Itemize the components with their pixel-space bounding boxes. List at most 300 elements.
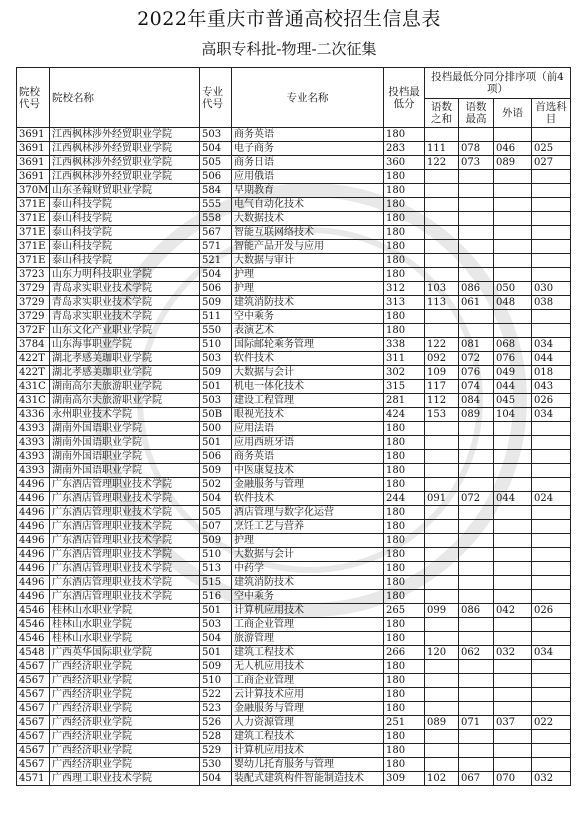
- cell-school-code: 4567: [17, 716, 50, 730]
- table-row: [17, 142, 571, 156]
- cell-school-code: 4496: [17, 478, 50, 492]
- admission-table: [16, 67, 571, 786]
- cell-major-code: 504: [200, 268, 232, 282]
- cell-chinese-math: [425, 632, 459, 646]
- cell-foreign-lang: [494, 562, 532, 576]
- cell-chinese-math: 117: [425, 380, 459, 394]
- cell-school-name: 泰山科技学院: [50, 254, 200, 268]
- cell-min-score: 302: [384, 366, 425, 380]
- cell-major-name: 商务英语: [232, 450, 384, 464]
- cell-min-score: 180: [384, 310, 425, 324]
- cell-major-name: 中医康复技术: [232, 464, 384, 478]
- cell-chinese-math: [425, 590, 459, 604]
- cell-foreign-lang: [494, 632, 532, 646]
- cell-foreign-lang: [494, 310, 532, 324]
- cell-major-name: 计算机应用技术: [232, 604, 384, 618]
- cell-first-subject: [532, 702, 571, 716]
- cell-major-name: 建筑工程技术: [232, 646, 384, 660]
- cell-chinese-math: [425, 212, 459, 226]
- cell-major-code: 516: [200, 590, 232, 604]
- cell-major-name: 护理: [232, 282, 384, 296]
- cell-foreign-lang: [494, 198, 532, 212]
- cell-school-name: 广东酒店管理职业技术学院: [50, 520, 200, 534]
- cell-chinese-math: [425, 688, 459, 702]
- cell-chinese-math-max: [459, 506, 494, 520]
- cell-major-name: 建筑消防技术: [232, 576, 384, 590]
- table-row: [17, 576, 571, 590]
- cell-min-score: 180: [384, 170, 425, 184]
- cell-school-code: 4567: [17, 688, 50, 702]
- cell-min-score: 180: [384, 422, 425, 436]
- table-row: [17, 212, 571, 226]
- cell-chinese-math-max: 071: [459, 716, 494, 730]
- cell-first-subject: 044: [532, 352, 571, 366]
- cell-chinese-math-max: [459, 184, 494, 198]
- cell-first-subject: 038: [532, 296, 571, 310]
- cell-chinese-math: 091: [425, 492, 459, 506]
- cell-min-score: 180: [384, 632, 425, 646]
- cell-major-name: 金融服务与管理: [232, 478, 384, 492]
- cell-first-subject: [532, 212, 571, 226]
- cell-school-code: 371E: [17, 240, 50, 254]
- cell-school-name: 广东酒店管理职业技术学院: [50, 492, 200, 506]
- cell-school-name: 广西理工职业技术学院: [50, 772, 200, 786]
- cell-min-score: 266: [384, 646, 425, 660]
- cell-chinese-math-max: [459, 128, 494, 142]
- cell-first-subject: 034: [532, 646, 571, 660]
- cell-min-score: 360: [384, 156, 425, 170]
- cell-school-name: 广西经济职业学院: [50, 758, 200, 772]
- cell-school-code: 4567: [17, 758, 50, 772]
- cell-chinese-math: [425, 758, 459, 772]
- cell-first-subject: 025: [532, 142, 571, 156]
- cell-chinese-math: [425, 744, 459, 758]
- cell-chinese-math-max: [459, 674, 494, 688]
- cell-chinese-math-max: 081: [459, 338, 494, 352]
- cell-foreign-lang: 044: [494, 380, 532, 394]
- cell-major-code: 513: [200, 562, 232, 576]
- cell-chinese-math-max: [459, 464, 494, 478]
- cell-first-subject: 030: [532, 282, 571, 296]
- cell-foreign-lang: [494, 254, 532, 268]
- cell-chinese-math-max: [459, 170, 494, 184]
- table-row: [17, 324, 571, 338]
- cell-first-subject: 024: [532, 492, 571, 506]
- cell-major-name: 婴幼儿托育服务与管理: [232, 758, 384, 772]
- cell-first-subject: [532, 464, 571, 478]
- cell-foreign-lang: [494, 240, 532, 254]
- table-row: [17, 254, 571, 268]
- cell-min-score: 265: [384, 604, 425, 618]
- cell-chinese-math: [425, 618, 459, 632]
- cell-major-code: 509: [200, 366, 232, 380]
- cell-school-name: 泰山科技学院: [50, 226, 200, 240]
- table-row: [17, 772, 571, 786]
- cell-major-name: 智能产品开发与应用: [232, 240, 384, 254]
- cell-school-code: 4393: [17, 450, 50, 464]
- cell-foreign-lang: [494, 324, 532, 338]
- cell-school-code: 3729: [17, 296, 50, 310]
- cell-min-score: 180: [384, 744, 425, 758]
- cell-major-code: 503: [200, 128, 232, 142]
- cell-chinese-math: 112: [425, 394, 459, 408]
- table-row: [17, 310, 571, 324]
- cell-chinese-math-max: 086: [459, 604, 494, 618]
- cell-major-code: 515: [200, 576, 232, 590]
- cell-chinese-math-max: [459, 730, 494, 744]
- cell-foreign-lang: [494, 590, 532, 604]
- table-row: [17, 394, 571, 408]
- cell-foreign-lang: [494, 688, 532, 702]
- cell-foreign-lang: [494, 702, 532, 716]
- cell-major-code: 503: [200, 394, 232, 408]
- table-row: [17, 506, 571, 520]
- cell-foreign-lang: [494, 464, 532, 478]
- cell-min-score: 180: [384, 464, 425, 478]
- cell-major-name: 应用法语: [232, 422, 384, 436]
- cell-major-name: 护理: [232, 268, 384, 282]
- cell-min-score: 180: [384, 758, 425, 772]
- cell-school-code: 4393: [17, 436, 50, 450]
- table-row: [17, 450, 571, 464]
- cell-chinese-math-max: [459, 618, 494, 632]
- cell-first-subject: 027: [532, 156, 571, 170]
- cell-first-subject: 026: [532, 604, 571, 618]
- cell-foreign-lang: 042: [494, 604, 532, 618]
- cell-foreign-lang: 037: [494, 716, 532, 730]
- cell-major-name: 表演艺术: [232, 324, 384, 338]
- cell-min-score: 311: [384, 352, 425, 366]
- table-row: [17, 226, 571, 240]
- cell-foreign-lang: 049: [494, 366, 532, 380]
- cell-school-code: 3691: [17, 128, 50, 142]
- cell-chinese-math: 122: [425, 156, 459, 170]
- cell-major-code: 501: [200, 604, 232, 618]
- cell-school-name: 湖南外国语职业学院: [50, 450, 200, 464]
- cell-chinese-math-max: [459, 562, 494, 576]
- header-major-code: 专业代号: [200, 68, 232, 128]
- cell-school-code: 4393: [17, 422, 50, 436]
- cell-school-name: 青岛求实职业技术学院: [50, 310, 200, 324]
- cell-school-code: 370M: [17, 184, 50, 198]
- cell-major-name: 工商企业管理: [232, 674, 384, 688]
- cell-chinese-math-max: [459, 702, 494, 716]
- cell-major-name: 软件技术: [232, 492, 384, 506]
- table-row: [17, 590, 571, 604]
- table-row: [17, 282, 571, 296]
- cell-school-code: 4567: [17, 660, 50, 674]
- cell-foreign-lang: 044: [494, 492, 532, 506]
- cell-major-code: 510: [200, 674, 232, 688]
- cell-major-name: 电子商务: [232, 142, 384, 156]
- table-row: [17, 618, 571, 632]
- cell-first-subject: [532, 436, 571, 450]
- cell-school-code: 4393: [17, 464, 50, 478]
- cell-school-name: 广西经济职业学院: [50, 674, 200, 688]
- cell-school-code: 4548: [17, 646, 50, 660]
- cell-chinese-math-max: [459, 632, 494, 646]
- table-row: [17, 478, 571, 492]
- cell-major-name: 商务日语: [232, 156, 384, 170]
- cell-school-name: 广东酒店管理职业技术学院: [50, 576, 200, 590]
- cell-min-score: 180: [384, 618, 425, 632]
- cell-foreign-lang: [494, 436, 532, 450]
- cell-first-subject: [532, 128, 571, 142]
- cell-chinese-math-max: 073: [459, 156, 494, 170]
- cell-first-subject: [532, 310, 571, 324]
- cell-school-code: 3784: [17, 338, 50, 352]
- table-row: [17, 632, 571, 646]
- cell-chinese-math: 113: [425, 296, 459, 310]
- cell-chinese-math: 102: [425, 772, 459, 786]
- cell-chinese-math: [425, 478, 459, 492]
- table-row: [17, 548, 571, 562]
- cell-min-score: 180: [384, 660, 425, 674]
- cell-major-code: 521: [200, 254, 232, 268]
- cell-school-code: 3691: [17, 142, 50, 156]
- cell-school-name: 山东圣翰财贸职业学院: [50, 184, 200, 198]
- cell-chinese-math: [425, 254, 459, 268]
- cell-first-subject: [532, 268, 571, 282]
- cell-chinese-math-max: 074: [459, 380, 494, 394]
- cell-major-code: 501: [200, 646, 232, 660]
- cell-major-code: 502: [200, 478, 232, 492]
- cell-major-code: 509: [200, 464, 232, 478]
- cell-min-score: 180: [384, 534, 425, 548]
- cell-school-code: 4496: [17, 590, 50, 604]
- cell-major-code: 503: [200, 618, 232, 632]
- cell-major-name: 装配式建筑构件智能制造技术: [232, 772, 384, 786]
- cell-major-code: 510: [200, 338, 232, 352]
- cell-school-name: 山东海事职业学院: [50, 338, 200, 352]
- cell-min-score: 338: [384, 338, 425, 352]
- cell-min-score: 180: [384, 688, 425, 702]
- table-row: [17, 646, 571, 660]
- cell-school-name: 广西经济职业学院: [50, 716, 200, 730]
- cell-school-name: 桂林山水职业学院: [50, 632, 200, 646]
- cell-min-score: 180: [384, 436, 425, 450]
- table-row: [17, 128, 571, 142]
- cell-chinese-math-max: [459, 744, 494, 758]
- cell-first-subject: 034: [532, 338, 571, 352]
- cell-min-score: 180: [384, 226, 425, 240]
- header-chinese-math-max: 语数最高: [459, 99, 494, 128]
- cell-major-name: 电气自动化技术: [232, 198, 384, 212]
- cell-min-score: 312: [384, 282, 425, 296]
- cell-first-subject: [532, 576, 571, 590]
- cell-chinese-math: [425, 324, 459, 338]
- cell-foreign-lang: [494, 520, 532, 534]
- cell-first-subject: [532, 660, 571, 674]
- cell-chinese-math: [425, 310, 459, 324]
- cell-school-name: 广东酒店管理职业技术学院: [50, 506, 200, 520]
- table-row: [17, 296, 571, 310]
- cell-foreign-lang: [494, 226, 532, 240]
- cell-major-code: 567: [200, 226, 232, 240]
- cell-min-score: 281: [384, 394, 425, 408]
- cell-first-subject: [532, 758, 571, 772]
- cell-major-code: 507: [200, 520, 232, 534]
- cell-foreign-lang: 068: [494, 338, 532, 352]
- cell-chinese-math-max: [459, 520, 494, 534]
- cell-chinese-math: 122: [425, 338, 459, 352]
- cell-foreign-lang: 076: [494, 352, 532, 366]
- cell-chinese-math: [425, 562, 459, 576]
- cell-school-code: 4571: [17, 772, 50, 786]
- cell-major-name: 建设工程管理: [232, 394, 384, 408]
- table-row: [17, 688, 571, 702]
- cell-chinese-math: [425, 422, 459, 436]
- cell-min-score: 313: [384, 296, 425, 310]
- cell-foreign-lang: 089: [494, 156, 532, 170]
- cell-foreign-lang: 050: [494, 282, 532, 296]
- cell-min-score: 180: [384, 730, 425, 744]
- cell-chinese-math-max: [459, 226, 494, 240]
- cell-major-name: 空中乘务: [232, 590, 384, 604]
- cell-major-code: 571: [200, 240, 232, 254]
- cell-school-code: 431C: [17, 394, 50, 408]
- page-subtitle: 高职专科批-物理-二次征集: [201, 40, 377, 58]
- cell-school-name: 山东力明科技职业学院: [50, 268, 200, 282]
- cell-major-code: 550: [200, 324, 232, 338]
- cell-school-code: 371E: [17, 226, 50, 240]
- cell-chinese-math: [425, 226, 459, 240]
- cell-school-code: 4567: [17, 730, 50, 744]
- cell-chinese-math: [425, 184, 459, 198]
- cell-major-name: 云计算技术应用: [232, 688, 384, 702]
- cell-major-code: 558: [200, 212, 232, 226]
- table-row: [17, 660, 571, 674]
- cell-major-code: 522: [200, 688, 232, 702]
- cell-school-code: 3691: [17, 170, 50, 184]
- cell-major-name: 空中乘务: [232, 310, 384, 324]
- table-row: [17, 170, 571, 184]
- cell-major-name: 烹饪工艺与营养: [232, 520, 384, 534]
- table-row: [17, 422, 571, 436]
- cell-first-subject: [532, 520, 571, 534]
- cell-major-code: 501: [200, 436, 232, 450]
- cell-foreign-lang: [494, 450, 532, 464]
- cell-min-score: 180: [384, 674, 425, 688]
- cell-major-code: 509: [200, 534, 232, 548]
- table-row: [17, 492, 571, 506]
- cell-major-name: 智能互联网络技术: [232, 226, 384, 240]
- cell-school-name: 广西经济职业学院: [50, 730, 200, 744]
- cell-school-code: 4496: [17, 562, 50, 576]
- cell-foreign-lang: [494, 184, 532, 198]
- table-row: [17, 184, 571, 198]
- table-row: [17, 240, 571, 254]
- cell-major-code: 504: [200, 142, 232, 156]
- cell-chinese-math-max: 078: [459, 142, 494, 156]
- cell-school-name: 江西枫林涉外经贸职业学院: [50, 170, 200, 184]
- cell-major-name: 计算机应用技术: [232, 744, 384, 758]
- cell-chinese-math-max: 067: [459, 772, 494, 786]
- cell-first-subject: [532, 730, 571, 744]
- cell-first-subject: [532, 534, 571, 548]
- cell-school-name: 永州职业技术学院: [50, 408, 200, 422]
- cell-first-subject: 022: [532, 716, 571, 730]
- cell-chinese-math: 103: [425, 282, 459, 296]
- cell-school-code: 4496: [17, 520, 50, 534]
- cell-major-name: 大数据技术: [232, 212, 384, 226]
- cell-first-subject: 018: [532, 366, 571, 380]
- cell-foreign-lang: 032: [494, 646, 532, 660]
- cell-chinese-math: [425, 702, 459, 716]
- cell-school-name: 青岛求实职业技术学院: [50, 282, 200, 296]
- cell-major-code: 529: [200, 744, 232, 758]
- cell-first-subject: [532, 744, 571, 758]
- cell-school-name: 湖南外国语职业学院: [50, 422, 200, 436]
- cell-min-score: 180: [384, 198, 425, 212]
- cell-chinese-math-max: [459, 534, 494, 548]
- cell-foreign-lang: [494, 730, 532, 744]
- cell-school-name: 广东酒店管理职业技术学院: [50, 478, 200, 492]
- cell-min-score: 180: [384, 212, 425, 226]
- cell-min-score: 180: [384, 702, 425, 716]
- cell-foreign-lang: [494, 744, 532, 758]
- cell-school-name: 广西英华国际职业学院: [50, 646, 200, 660]
- cell-school-code: 4546: [17, 604, 50, 618]
- cell-first-subject: [532, 548, 571, 562]
- cell-major-name: 工商企业管理: [232, 618, 384, 632]
- table-row: [17, 534, 571, 548]
- cell-foreign-lang: [494, 548, 532, 562]
- cell-chinese-math-max: 076: [459, 366, 494, 380]
- cell-school-name: 青岛求实职业技术学院: [50, 296, 200, 310]
- table-row: [17, 730, 571, 744]
- header-tiebreak-group: 投档最低分同分排序项（前4项）: [425, 68, 571, 99]
- cell-min-score: 180: [384, 128, 425, 142]
- cell-school-name: 泰山科技学院: [50, 212, 200, 226]
- cell-school-code: 4496: [17, 492, 50, 506]
- cell-school-code: 371E: [17, 254, 50, 268]
- cell-school-code: 372F: [17, 324, 50, 338]
- cell-first-subject: [532, 618, 571, 632]
- cell-first-subject: 026: [532, 394, 571, 408]
- cell-chinese-math-max: [459, 212, 494, 226]
- cell-major-code: 526: [200, 716, 232, 730]
- cell-min-score: 180: [384, 240, 425, 254]
- cell-school-code: 431C: [17, 380, 50, 394]
- cell-school-code: 3691: [17, 156, 50, 170]
- cell-min-score: 180: [384, 506, 425, 520]
- table-row: [17, 674, 571, 688]
- cell-major-name: 中药学: [232, 562, 384, 576]
- cell-min-score: 244: [384, 492, 425, 506]
- cell-major-name: 酒店管理与数字化运营: [232, 506, 384, 520]
- cell-school-name: 广东酒店管理职业技术学院: [50, 534, 200, 548]
- table-body: [17, 128, 571, 786]
- cell-first-subject: [532, 254, 571, 268]
- cell-min-score: 180: [384, 450, 425, 464]
- table-row: [17, 702, 571, 716]
- cell-school-name: 桂林山水职业学院: [50, 618, 200, 632]
- table-row: [17, 464, 571, 478]
- cell-chinese-math-max: [459, 450, 494, 464]
- cell-chinese-math-max: [459, 758, 494, 772]
- cell-chinese-math-max: [459, 548, 494, 562]
- cell-first-subject: [532, 562, 571, 576]
- cell-min-score: 180: [384, 254, 425, 268]
- cell-first-subject: [532, 674, 571, 688]
- cell-foreign-lang: [494, 268, 532, 282]
- cell-chinese-math-max: 072: [459, 492, 494, 506]
- cell-school-name: 广东酒店管理职业技术学院: [50, 590, 200, 604]
- cell-min-score: 180: [384, 184, 425, 198]
- cell-foreign-lang: 048: [494, 296, 532, 310]
- cell-school-code: 4567: [17, 744, 50, 758]
